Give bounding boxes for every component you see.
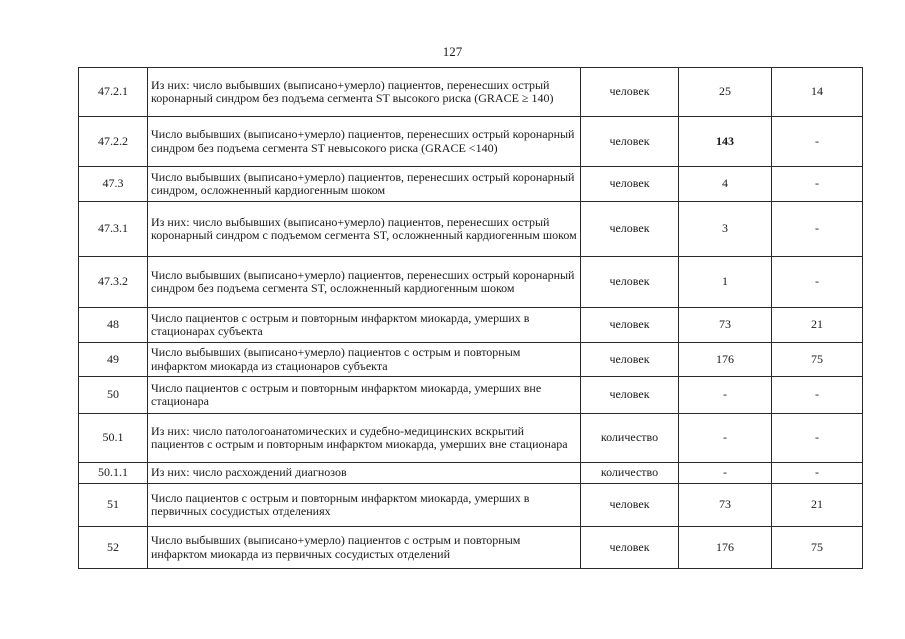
row-code-cell: 47.2.2: [79, 117, 148, 167]
row-unit-cell: количество: [581, 414, 679, 463]
row-description-cell: Из них: число выбывших (выписано+умерло) пациентов, перенесших острый коронарный синдром без подъема сегмента ST высокого риска (GRACE ≥ 140): [148, 68, 581, 117]
row-value-2-cell: -: [772, 167, 863, 202]
row-value-1-cell: 176: [679, 343, 772, 377]
row-description-cell: Число пациентов с острым и повторным инфарктом миокарда, умерших вне стационара: [148, 377, 581, 414]
table-row: [79, 308, 863, 343]
report-table-body: [79, 68, 863, 569]
row-code-cell: 51: [79, 484, 148, 527]
row-unit-cell: человек: [581, 167, 679, 202]
row-code-cell: 50.1.1: [79, 463, 148, 484]
table-row: [79, 484, 863, 527]
row-unit-cell: человек: [581, 117, 679, 167]
row-code-cell: 50.1: [79, 414, 148, 463]
row-unit-cell: количество: [581, 463, 679, 484]
table-row: [79, 68, 863, 117]
row-value-1-cell: -: [679, 463, 772, 484]
row-value-2-cell: 21: [772, 308, 863, 343]
page-number: 127: [442, 44, 463, 59]
row-code-cell: 47.3: [79, 167, 148, 202]
table-row: [79, 377, 863, 414]
row-value-1-cell: 3: [679, 202, 772, 257]
report-table: [78, 67, 863, 569]
row-value-1-cell: 1: [679, 257, 772, 308]
row-unit-cell: человек: [581, 68, 679, 117]
row-unit-cell: человек: [581, 343, 679, 377]
row-value-1-cell: -: [679, 377, 772, 414]
row-description-cell: Число выбывших (выписано+умерло) пациентов с острым и повторным инфарктом миокарда из стационаров субъекта: [148, 343, 581, 377]
row-code-cell: 50: [79, 377, 148, 414]
row-code-cell: 47.2.1: [79, 68, 148, 117]
row-value-1-cell: 25: [679, 68, 772, 117]
row-value-1-cell: 4: [679, 167, 772, 202]
row-unit-cell: человек: [581, 484, 679, 527]
table-row: [79, 117, 863, 167]
row-description-cell: Из них: число патологоанатомических и судебно-медицинских вскрытий пациентов с острым и повторным инфарктом миокарда, умерших вне стационара: [148, 414, 581, 463]
row-unit-cell: человек: [581, 527, 679, 569]
row-value-2-cell: 21: [772, 484, 863, 527]
table-row: [79, 527, 863, 569]
row-unit-cell: человек: [581, 377, 679, 414]
row-value-2-cell: -: [772, 202, 863, 257]
row-value-2-cell: 75: [772, 527, 863, 569]
row-value-2-cell: -: [772, 377, 863, 414]
table-row: [79, 414, 863, 463]
row-code-cell: 48: [79, 308, 148, 343]
row-code-cell: 47.3.2: [79, 257, 148, 308]
row-description-cell: Число выбывших (выписано+умерло) пациентов, перенесших острый коронарный синдром, осложненный кардиогенным шоком: [148, 167, 581, 202]
row-value-2-cell: -: [772, 414, 863, 463]
row-description-cell: Число пациентов с острым и повторным инфарктом миокарда, умерших в первичных сосудистых отделениях: [148, 484, 581, 527]
row-unit-cell: человек: [581, 257, 679, 308]
row-value-2-cell: -: [772, 463, 863, 484]
table-row: [79, 202, 863, 257]
row-code-cell: 47.3.1: [79, 202, 148, 257]
row-unit-cell: человек: [581, 202, 679, 257]
row-value-1-cell: 176: [679, 527, 772, 569]
row-value-2-cell: 14: [772, 68, 863, 117]
table-row: [79, 257, 863, 308]
row-description-cell: Из них: число расхождений диагнозов: [148, 463, 581, 484]
row-value-1-cell: 73: [679, 484, 772, 527]
row-code-cell: 52: [79, 527, 148, 569]
row-value-2-cell: -: [772, 117, 863, 167]
row-description-cell: Число выбывших (выписано+умерло) пациентов, перенесших острый коронарный синдром без подъема сегмента ST невысокого риска (GRACE <140): [148, 117, 581, 167]
row-value-2-cell: -: [772, 257, 863, 308]
row-value-1-cell: -: [679, 414, 772, 463]
table-row: [79, 343, 863, 377]
row-value-1-cell: 143: [679, 117, 772, 167]
row-description-cell: Число пациентов с острым и повторным инфарктом миокарда, умерших в стационарах субъекта: [148, 308, 581, 343]
table-row: [79, 463, 863, 484]
row-description-cell: Число выбывших (выписано+умерло) пациентов с острым и повторным инфарктом миокарда из первичных сосудистых отделений: [148, 527, 581, 569]
table-row: [79, 167, 863, 202]
row-description-cell: Число выбывших (выписано+умерло) пациентов, перенесших острый коронарный синдром без подъема сегмента ST, осложненный кардиогенным шоком: [148, 257, 581, 308]
row-value-2-cell: 75: [772, 343, 863, 377]
row-unit-cell: человек: [581, 308, 679, 343]
row-description-cell: Из них: число выбывших (выписано+умерло) пациентов, перенесших острый коронарный синдром с подъемом сегмента ST, осложненный кардиогенным шоком: [148, 202, 581, 257]
row-code-cell: 49: [79, 343, 148, 377]
row-value-1-cell: 73: [679, 308, 772, 343]
